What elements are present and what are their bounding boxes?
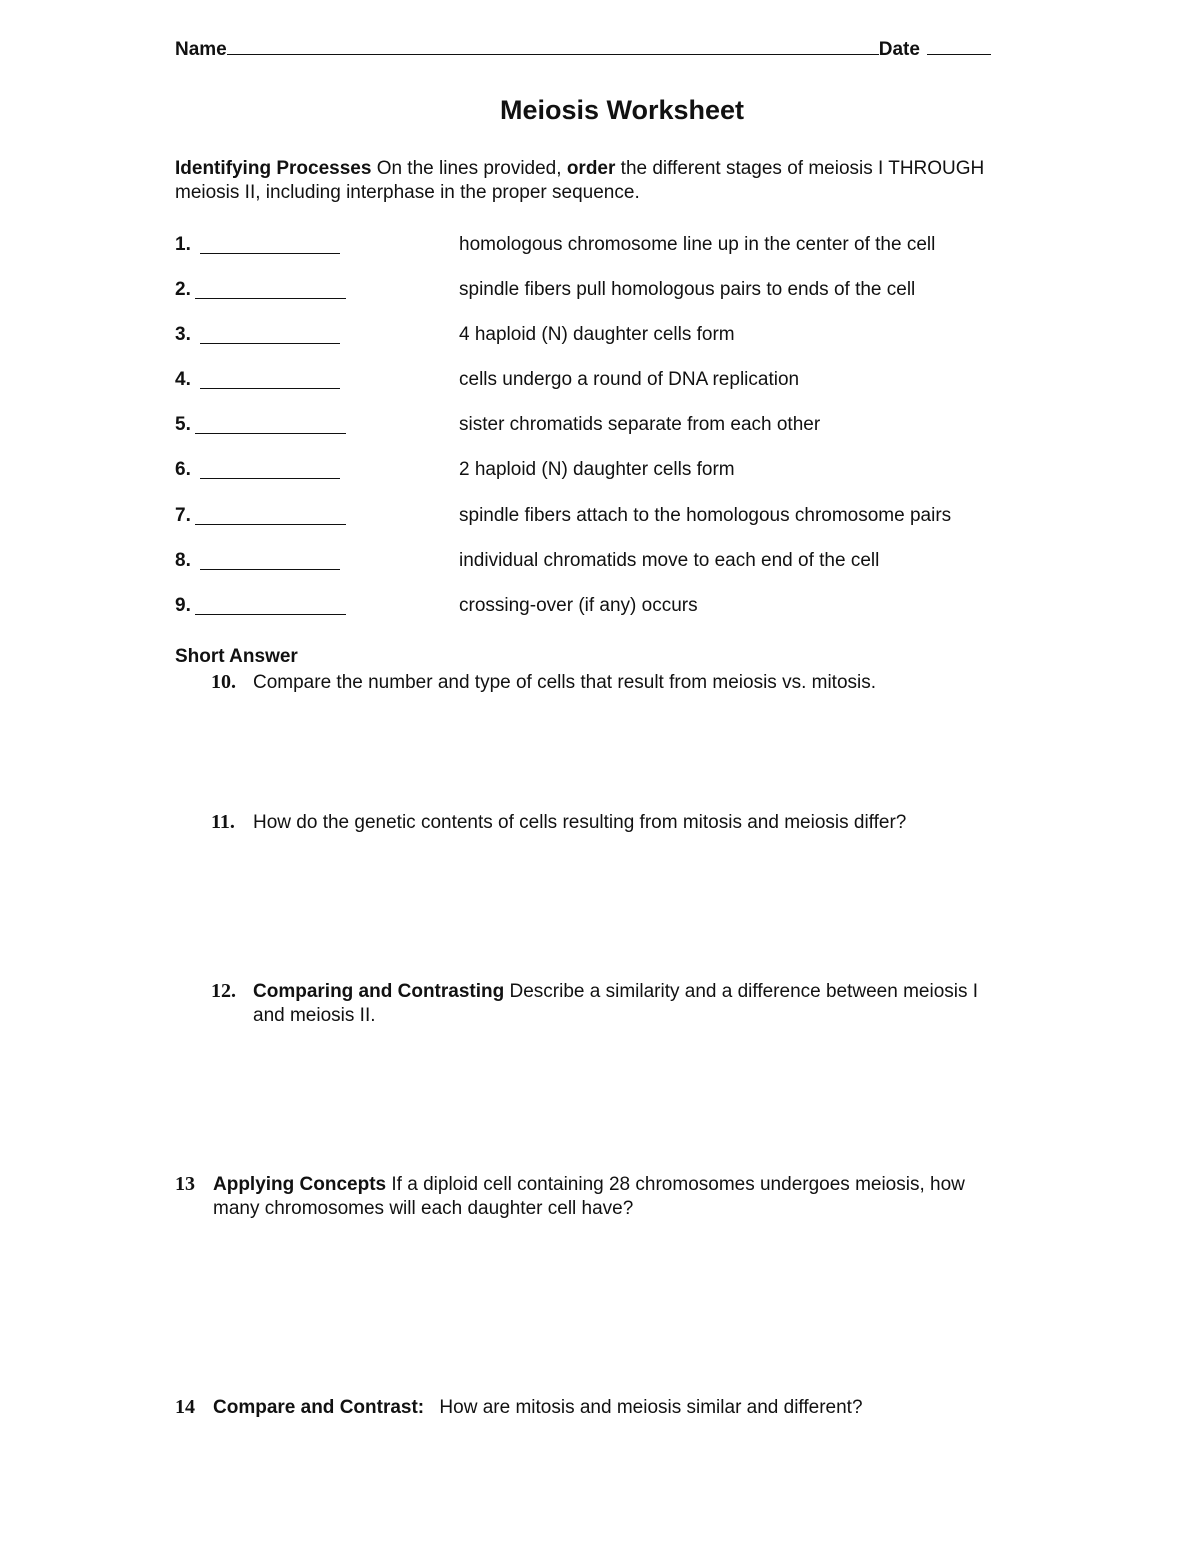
list-item [175,369,1035,397]
answer-blank[interactable] [200,569,340,570]
question-text-line1 [213,1397,863,1419]
item-description: cells undergo a round of DNA replication [459,369,800,390]
section1-intro-line2: meiosis II, including interphase in the proper sequence. [175,182,640,203]
question-number: 10. [211,671,236,693]
item-description: 4 haploid (N) daughter cells form [459,324,735,345]
name-blank[interactable] [227,36,879,55]
section1-intro-line1 [175,158,984,180]
question-text-line2: many chromosomes will each daughter cell have? [213,1198,634,1219]
answer-blank[interactable] [195,433,346,434]
answer-blank[interactable] [200,478,340,479]
question-text: Compare the number and type of cells that result from meiosis vs. mitosis. [253,672,877,693]
date-blank[interactable] [927,36,991,55]
list-item [175,279,1035,307]
answer-blank[interactable] [195,614,346,615]
page-title: Meiosis Worksheet [499,95,745,125]
item-number: 6. [175,459,191,480]
item-description: 2 haploid (N) daughter cells form [459,459,735,480]
short-answer-heading: Short Answer [175,646,298,667]
item-number: 4. [175,369,191,390]
list-item [175,324,1035,352]
answer-blank[interactable] [195,524,346,525]
item-description: homologous chromosome line up in the center of the cell [459,234,936,255]
date-label: Date [878,39,920,60]
item-description: crossing-over (if any) occurs [459,595,698,616]
list-item [175,234,1035,262]
intro-text-2: the different stages of meiosis I THROUGH [620,158,985,179]
list-item [175,595,1035,623]
question-number: 13 [175,1173,195,1195]
item-description: spindle fibers attach to the homologous chromosome pairs [459,505,952,526]
question-text-line1 [253,981,978,1003]
answer-blank[interactable] [200,253,340,254]
item-description: individual chromatids move to each end of the cell [459,550,880,571]
list-item [175,414,1035,442]
item-description: sister chromatids separate from each other [459,414,821,435]
name-field[interactable] [175,36,991,61]
answer-blank[interactable] [200,388,340,389]
item-description: spindle fibers pull homologous pairs to ends of the cell [459,279,916,300]
answer-blank[interactable] [200,343,340,344]
item-number: 8. [175,550,191,571]
question-bold-label: Compare and Contrast: [213,1397,425,1418]
question-text: Describe a similarity and a difference between meiosis I [509,981,979,1002]
item-number: 5. [175,414,191,435]
question-number: 14 [175,1396,195,1418]
question-bold-label: Comparing and Contrasting [253,981,505,1002]
item-number: 9. [175,595,191,616]
list-item [175,459,1035,487]
item-number: 7. [175,505,191,526]
item-number: 2. [175,279,191,300]
question-text-line1 [213,1174,965,1196]
question-text-line2: and meiosis II. [253,1005,376,1026]
answer-blank[interactable] [195,298,346,299]
list-item [175,505,1035,533]
intro-text: On the lines provided, [376,158,562,179]
question-number: 12. [211,980,236,1002]
section1-heading: Identifying Processes [175,158,372,179]
question-text: How do the genetic contents of cells resulting from mitosis and meiosis differ? [253,812,907,833]
name-label: Name [175,39,227,60]
list-item [175,550,1035,578]
intro-bold: order [566,158,616,179]
item-number: 3. [175,324,191,345]
question-number: 11. [211,811,235,833]
question-bold-label: Applying Concepts [213,1174,387,1195]
item-number: 1. [175,234,191,255]
question-text: How are mitosis and meiosis similar and different? [439,1397,863,1418]
question-text: If a diploid cell containing 28 chromosomes undergoes meiosis, how [391,1174,965,1195]
